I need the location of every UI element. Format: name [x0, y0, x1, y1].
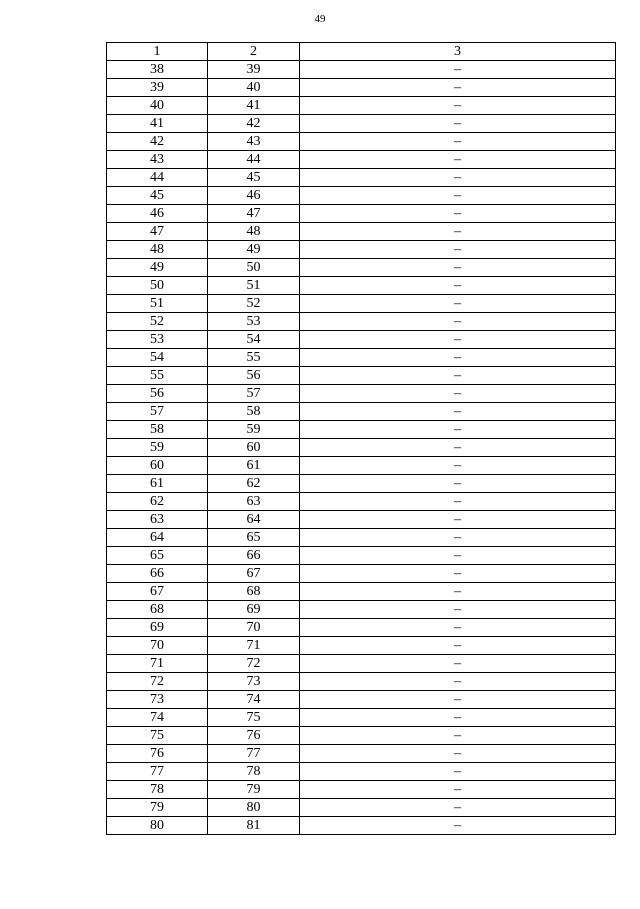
- table-cell-col-3: –: [300, 115, 616, 133]
- table-cell-col-2: 60: [208, 439, 300, 457]
- table-cell-col-3: –: [300, 691, 616, 709]
- table-row: [107, 151, 616, 169]
- table-cell-col-1: 57: [107, 403, 208, 421]
- table-cell-col-1: 63: [107, 511, 208, 529]
- table-cell-col-1: 49: [107, 259, 208, 277]
- table-cell-col-1: 64: [107, 529, 208, 547]
- table-row: [107, 295, 616, 313]
- table-row: [107, 205, 616, 223]
- table-cell-col-2: 55: [208, 349, 300, 367]
- table-cell-col-3: –: [300, 439, 616, 457]
- table-cell-col-1: 45: [107, 187, 208, 205]
- table-cell-col-2: 62: [208, 475, 300, 493]
- header-row: [107, 43, 616, 61]
- table-cell-col-2: 53: [208, 313, 300, 331]
- table-cell-col-2: 79: [208, 781, 300, 799]
- table-row: [107, 745, 616, 763]
- table-cell-col-3: –: [300, 457, 616, 475]
- table-cell-col-1: 46: [107, 205, 208, 223]
- table-cell-col-2: 65: [208, 529, 300, 547]
- table-cell-col-1: 78: [107, 781, 208, 799]
- table-cell-col-3: –: [300, 331, 616, 349]
- table-cell-col-2: 46: [208, 187, 300, 205]
- table-row: [107, 475, 616, 493]
- table-cell-col-2: 49: [208, 241, 300, 259]
- table-cell-col-3: –: [300, 475, 616, 493]
- table-cell-col-3: –: [300, 763, 616, 781]
- table-cell-col-3: –: [300, 223, 616, 241]
- table-cell-col-2: 50: [208, 259, 300, 277]
- table-cell-col-1: 39: [107, 79, 208, 97]
- table-row: [107, 601, 616, 619]
- table-cell-col-3: –: [300, 295, 616, 313]
- table-row: [107, 673, 616, 691]
- table-row: [107, 79, 616, 97]
- table-cell-col-3: –: [300, 493, 616, 511]
- table-cell-col-2: 63: [208, 493, 300, 511]
- table-cell-col-2: 44: [208, 151, 300, 169]
- table-cell-col-1: 59: [107, 439, 208, 457]
- table-cell-col-2: 40: [208, 79, 300, 97]
- table-row: [107, 781, 616, 799]
- table-row: [107, 277, 616, 295]
- table-cell-col-2: 48: [208, 223, 300, 241]
- table-row: [107, 511, 616, 529]
- table-row: [107, 619, 616, 637]
- column-header-2: 2: [208, 43, 300, 61]
- table-cell-col-2: 47: [208, 205, 300, 223]
- table-cell-col-2: 41: [208, 97, 300, 115]
- table-cell-col-3: –: [300, 817, 616, 835]
- table-cell-col-3: –: [300, 79, 616, 97]
- table-cell-col-3: –: [300, 421, 616, 439]
- table-cell-col-3: –: [300, 259, 616, 277]
- table-cell-col-1: 40: [107, 97, 208, 115]
- table-cell-col-3: –: [300, 547, 616, 565]
- table-row: [107, 493, 616, 511]
- table-cell-col-2: 42: [208, 115, 300, 133]
- table-cell-col-3: –: [300, 277, 616, 295]
- table-cell-col-1: 69: [107, 619, 208, 637]
- table-cell-col-3: –: [300, 745, 616, 763]
- table-row: [107, 439, 616, 457]
- table-row: [107, 763, 616, 781]
- table-cell-col-1: 43: [107, 151, 208, 169]
- table-cell-col-1: 48: [107, 241, 208, 259]
- table-cell-col-1: 58: [107, 421, 208, 439]
- table-row: [107, 367, 616, 385]
- table-cell-col-2: 57: [208, 385, 300, 403]
- table-cell-col-2: 66: [208, 547, 300, 565]
- table-cell-col-2: 74: [208, 691, 300, 709]
- table-cell-col-3: –: [300, 601, 616, 619]
- table-cell-col-3: –: [300, 799, 616, 817]
- table-header: [107, 43, 616, 61]
- table-row: [107, 637, 616, 655]
- table-cell-col-1: 70: [107, 637, 208, 655]
- table-cell-col-3: –: [300, 565, 616, 583]
- table-cell-col-1: 71: [107, 655, 208, 673]
- table-cell-col-1: 60: [107, 457, 208, 475]
- table-cell-col-1: 38: [107, 61, 208, 79]
- table-row: [107, 583, 616, 601]
- table-cell-col-3: –: [300, 781, 616, 799]
- table-cell-col-3: –: [300, 61, 616, 79]
- table-cell-col-3: –: [300, 367, 616, 385]
- table-cell-col-2: 76: [208, 727, 300, 745]
- table-row: [107, 817, 616, 835]
- table-row: [107, 799, 616, 817]
- table-cell-col-1: 42: [107, 133, 208, 151]
- table-row: [107, 169, 616, 187]
- table-cell-col-3: –: [300, 583, 616, 601]
- table-row: [107, 547, 616, 565]
- table-cell-col-2: 54: [208, 331, 300, 349]
- table-cell-col-2: 39: [208, 61, 300, 79]
- table-cell-col-2: 45: [208, 169, 300, 187]
- table-cell-col-1: 74: [107, 709, 208, 727]
- table-cell-col-2: 73: [208, 673, 300, 691]
- table-cell-col-3: –: [300, 151, 616, 169]
- table-cell-col-3: –: [300, 349, 616, 367]
- table-cell-col-2: 80: [208, 799, 300, 817]
- table-cell-col-2: 52: [208, 295, 300, 313]
- table-cell-col-1: 52: [107, 313, 208, 331]
- table-cell-col-2: 56: [208, 367, 300, 385]
- table-cell-col-3: –: [300, 511, 616, 529]
- table-row: [107, 115, 616, 133]
- table-cell-col-3: –: [300, 529, 616, 547]
- table-cell-col-1: 68: [107, 601, 208, 619]
- table-cell-col-1: 65: [107, 547, 208, 565]
- table-cell-col-2: 67: [208, 565, 300, 583]
- column-header-3: 3: [300, 43, 616, 61]
- table-row: [107, 403, 616, 421]
- table-cell-col-1: 79: [107, 799, 208, 817]
- table-cell-col-1: 53: [107, 331, 208, 349]
- table-row: [107, 187, 616, 205]
- table-row: [107, 457, 616, 475]
- table-cell-col-3: –: [300, 97, 616, 115]
- table-row: [107, 331, 616, 349]
- table-cell-col-3: –: [300, 727, 616, 745]
- table-row: [107, 313, 616, 331]
- table-cell-col-3: –: [300, 313, 616, 331]
- table-cell-col-1: 55: [107, 367, 208, 385]
- table-row: [107, 727, 616, 745]
- table-cell-col-1: 67: [107, 583, 208, 601]
- table-cell-col-2: 61: [208, 457, 300, 475]
- table-row: [107, 349, 616, 367]
- table-cell-col-1: 51: [107, 295, 208, 313]
- table-row: [107, 529, 616, 547]
- table-cell-col-1: 47: [107, 223, 208, 241]
- table-row: [107, 259, 616, 277]
- table-cell-col-2: 75: [208, 709, 300, 727]
- table-row: [107, 241, 616, 259]
- table-cell-col-1: 61: [107, 475, 208, 493]
- table-cell-col-2: 51: [208, 277, 300, 295]
- table-cell-col-3: –: [300, 673, 616, 691]
- table-cell-col-3: –: [300, 385, 616, 403]
- table-cell-col-3: –: [300, 619, 616, 637]
- table-cell-col-1: 54: [107, 349, 208, 367]
- table-row: [107, 691, 616, 709]
- table-cell-col-1: 66: [107, 565, 208, 583]
- table-row: [107, 133, 616, 151]
- table-cell-col-1: 72: [107, 673, 208, 691]
- table-cell-col-1: 41: [107, 115, 208, 133]
- table-cell-col-2: 64: [208, 511, 300, 529]
- table-cell-col-3: –: [300, 637, 616, 655]
- table-cell-col-2: 78: [208, 763, 300, 781]
- table-cell-col-2: 69: [208, 601, 300, 619]
- table-cell-col-2: 77: [208, 745, 300, 763]
- data-table: [106, 42, 616, 835]
- table-row: [107, 61, 616, 79]
- table-row: [107, 655, 616, 673]
- table-cell-col-3: –: [300, 169, 616, 187]
- table-cell-col-3: –: [300, 655, 616, 673]
- table-cell-col-1: 75: [107, 727, 208, 745]
- table-cell-col-2: 68: [208, 583, 300, 601]
- table-cell-col-2: 43: [208, 133, 300, 151]
- table-cell-col-2: 58: [208, 403, 300, 421]
- table-cell-col-3: –: [300, 403, 616, 421]
- table-cell-col-2: 71: [208, 637, 300, 655]
- table-cell-col-1: 73: [107, 691, 208, 709]
- table-cell-col-2: 70: [208, 619, 300, 637]
- table-row: [107, 223, 616, 241]
- table-row: [107, 565, 616, 583]
- table-cell-col-1: 80: [107, 817, 208, 835]
- table-cell-col-2: 81: [208, 817, 300, 835]
- table-cell-col-1: 76: [107, 745, 208, 763]
- table-cell-col-1: 77: [107, 763, 208, 781]
- table-cell-col-1: 50: [107, 277, 208, 295]
- table-cell-col-2: 59: [208, 421, 300, 439]
- table-cell-col-3: –: [300, 187, 616, 205]
- table-cell-col-2: 72: [208, 655, 300, 673]
- table-row: [107, 97, 616, 115]
- table-cell-col-3: –: [300, 241, 616, 259]
- table-body: [107, 61, 616, 835]
- table-row: [107, 709, 616, 727]
- table-cell-col-1: 62: [107, 493, 208, 511]
- table-cell-col-1: 44: [107, 169, 208, 187]
- column-header-1: 1: [107, 43, 208, 61]
- table-row: [107, 385, 616, 403]
- table-cell-col-1: 56: [107, 385, 208, 403]
- table-row: [107, 421, 616, 439]
- page-number: 49: [314, 13, 326, 25]
- table-cell-col-3: –: [300, 205, 616, 223]
- table-cell-col-3: –: [300, 709, 616, 727]
- table-cell-col-3: –: [300, 133, 616, 151]
